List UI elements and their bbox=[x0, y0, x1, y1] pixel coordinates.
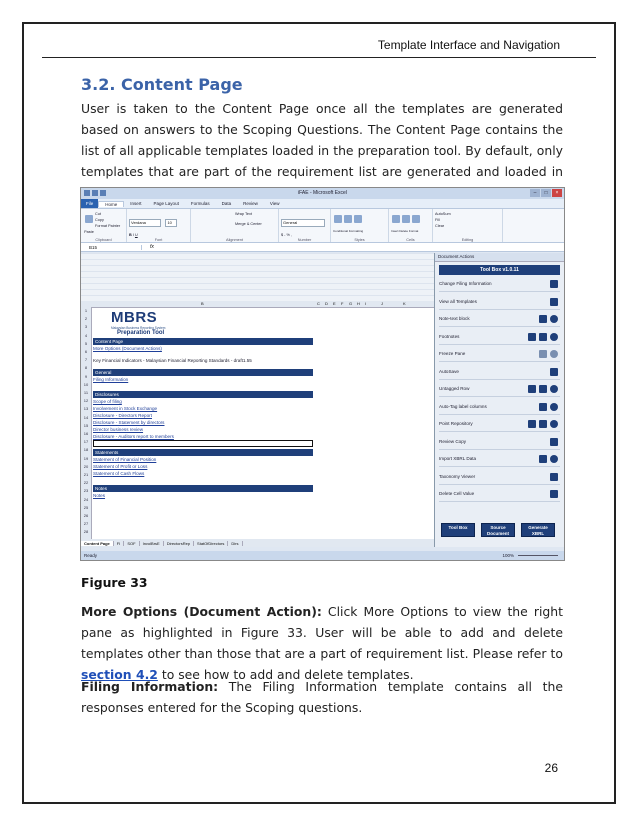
template-link[interactable]: Scope of filing bbox=[93, 399, 122, 404]
name-box[interactable]: B15 bbox=[81, 245, 142, 250]
status-bar bbox=[81, 551, 564, 560]
pane-action-label: AutoSave bbox=[439, 368, 459, 374]
pane-action-icon[interactable] bbox=[539, 420, 547, 428]
row-number[interactable]: 7 bbox=[84, 357, 88, 363]
row-number[interactable]: 8 bbox=[84, 365, 88, 371]
pane-action-icon[interactable] bbox=[550, 438, 558, 446]
row-number[interactable]: 14 bbox=[83, 414, 89, 420]
excel-screenshot bbox=[80, 187, 565, 561]
pane-action-row[interactable] bbox=[439, 347, 560, 362]
row-number[interactable]: 9 bbox=[84, 373, 88, 379]
sheet-tab[interactable]: DirectorsRep bbox=[164, 541, 194, 546]
document-actions-pane bbox=[435, 253, 564, 547]
template-link[interactable]: Disclosure - Statement by directors bbox=[93, 420, 165, 425]
pane-action-label: Auto-Tag label columns bbox=[439, 403, 487, 409]
format-as-table-icon[interactable] bbox=[344, 215, 352, 223]
spreadsheet bbox=[81, 253, 435, 547]
close-icon[interactable]: × bbox=[552, 189, 562, 197]
pane-action-icon[interactable] bbox=[550, 455, 558, 463]
clipboard-group: Paste Cut Copy Format Painter Clipboard bbox=[81, 209, 127, 242]
pane-action-label: Change Filing Information bbox=[439, 281, 492, 286]
pane-action-row[interactable] bbox=[439, 382, 560, 397]
font-group: Verdana 10 B I U Font bbox=[127, 209, 191, 242]
pane-action-label: Review Copy bbox=[439, 438, 467, 444]
header-rule bbox=[42, 57, 596, 58]
source-document-button[interactable]: Source Document bbox=[481, 523, 515, 537]
number-format-select[interactable]: General bbox=[281, 219, 325, 227]
paste-icon bbox=[85, 215, 93, 223]
row-number[interactable]: 15 bbox=[83, 422, 89, 428]
row-numbers bbox=[81, 307, 92, 539]
toolbox-button[interactable]: Tool Box bbox=[441, 523, 475, 537]
merge-center-button[interactable]: Merge & Center bbox=[235, 222, 262, 226]
quick-access-toolbar[interactable] bbox=[84, 190, 106, 196]
pane-action-label: Untagged Row bbox=[439, 386, 470, 391]
selected-cell[interactable] bbox=[93, 440, 313, 447]
more-options-paragraph: More Options (Document Action): Click More Options to view the right pane as highlighted in Figure 33. User will be able to add and delete templates other than those that are a part of requirement list. Please refer to section 4.2 to see how to add and delete templates. bbox=[81, 604, 563, 682]
template-link[interactable]: Disclosure - Directors Report bbox=[93, 413, 152, 418]
pane-action-icon[interactable] bbox=[550, 473, 558, 481]
conditional-formatting-icon[interactable] bbox=[334, 215, 342, 223]
pane-action-label: Point Repository bbox=[439, 421, 473, 426]
tab-file[interactable]: File bbox=[81, 199, 98, 208]
more-options-label: More Options (Document Action): bbox=[81, 604, 322, 619]
pane-action-label: Delete Cell Value bbox=[439, 491, 475, 496]
disclosures-header: Disclosures bbox=[93, 391, 313, 398]
tab-page-layout[interactable]: Page Layout bbox=[153, 201, 179, 206]
key-indicators-label: Key Financial Indicators - Malaysian Financial Reporting Standards - draft1.55 bbox=[93, 358, 252, 363]
sheet-tab[interactable]: InvolBrsE bbox=[140, 541, 164, 546]
row-number[interactable]: 20 bbox=[83, 463, 89, 469]
wrap-text-button[interactable]: Wrap Text bbox=[235, 212, 252, 216]
number-group: General $ - % , Number bbox=[279, 209, 331, 242]
pane-action-icon[interactable] bbox=[539, 333, 547, 341]
row-number[interactable]: 6 bbox=[84, 349, 88, 354]
fill-button[interactable]: Fill bbox=[435, 218, 440, 222]
pane-action-icon[interactable] bbox=[539, 385, 547, 393]
pane-action-icon[interactable] bbox=[539, 403, 547, 411]
more-options-link[interactable]: More Options (Document Actions) bbox=[93, 346, 162, 351]
pane-action-icon[interactable] bbox=[550, 385, 558, 393]
format-painter-button[interactable]: Format Painter bbox=[95, 224, 121, 228]
row-number[interactable]: 25 bbox=[83, 504, 89, 510]
row-number[interactable]: 16 bbox=[83, 431, 89, 436]
statements-header: Statements bbox=[93, 449, 313, 456]
styles-group: Conditional Formatting Styles bbox=[331, 209, 389, 242]
running-header: Template Interface and Navigation bbox=[377, 38, 560, 52]
pane-action-icon[interactable] bbox=[550, 333, 558, 341]
column-headers: B C D E F G H I J K bbox=[81, 301, 434, 308]
tab-review[interactable]: Review bbox=[243, 201, 258, 206]
pane-action-label: Taxonomy Viewer bbox=[439, 473, 476, 479]
tab-formulas[interactable]: Formulas bbox=[190, 201, 210, 206]
paste-button[interactable]: Paste bbox=[83, 211, 95, 235]
window-title: iFAE - Microsoft Excel bbox=[298, 190, 347, 196]
zoom-slider[interactable] bbox=[518, 555, 558, 556]
template-link[interactable]: Involvement in Stock Exchange bbox=[93, 406, 158, 411]
pane-action-row[interactable] bbox=[439, 487, 560, 502]
pane-action-row[interactable] bbox=[439, 452, 560, 467]
excel-titlebar bbox=[81, 188, 564, 199]
insert-cells-icon[interactable] bbox=[392, 215, 400, 223]
row-number[interactable]: 12 bbox=[83, 398, 89, 404]
ribbon bbox=[81, 209, 564, 243]
pane-action-icon[interactable] bbox=[550, 315, 558, 323]
row-number[interactable]: 1 bbox=[84, 308, 88, 313]
format-cells-icon[interactable] bbox=[412, 215, 420, 223]
pane-action-row[interactable] bbox=[439, 295, 560, 310]
row-number[interactable]: 2 bbox=[84, 316, 88, 322]
font-name-select[interactable]: Verdana bbox=[129, 219, 161, 227]
row-number[interactable]: 13 bbox=[83, 406, 89, 412]
toolbox-title: Tool Box v1.0.11 bbox=[439, 265, 560, 275]
maximize-icon[interactable]: □ bbox=[541, 189, 551, 197]
autosum-button[interactable]: AutoSum bbox=[435, 212, 451, 216]
tab-insert[interactable]: Insert bbox=[130, 201, 142, 206]
copy-button[interactable]: Copy bbox=[95, 218, 104, 222]
pane-action-row[interactable] bbox=[439, 400, 560, 415]
pane-action-label: Footnotes bbox=[439, 333, 460, 339]
clear-button[interactable]: Clear bbox=[435, 224, 445, 228]
figure-caption: Figure 33 bbox=[81, 575, 148, 590]
zoom-level: 100% bbox=[502, 553, 514, 558]
pane-action-label: Freeze Pane bbox=[439, 351, 466, 356]
pane-action-icon[interactable] bbox=[550, 368, 558, 376]
save-icon[interactable] bbox=[84, 190, 90, 196]
row-number[interactable]: 18 bbox=[83, 447, 89, 453]
pane-action-row[interactable] bbox=[439, 365, 560, 380]
content-page-banner: Content Page bbox=[93, 338, 313, 345]
tab-data[interactable]: Data bbox=[221, 201, 232, 206]
ribbon-tabs bbox=[81, 199, 564, 209]
section-heading: 3.2. Content Page bbox=[81, 75, 243, 94]
generate-xbrl-button[interactable]: Generate XBRL bbox=[521, 523, 555, 537]
pane-action-row[interactable] bbox=[439, 277, 560, 292]
pane-action-row[interactable] bbox=[439, 330, 560, 345]
fx-icon[interactable]: fx bbox=[150, 244, 154, 250]
row-number[interactable]: 10 bbox=[83, 381, 89, 387]
row-number[interactable]: 23 bbox=[83, 488, 89, 494]
font-size-select[interactable]: 10 bbox=[165, 219, 177, 227]
work-area bbox=[81, 253, 564, 547]
alignment-group: Wrap Text Merge & Center Alignment bbox=[191, 209, 279, 242]
intro-paragraph: User is taken to the Content Page once all the templates are generated based on answers to the Scoping Questions. The Content Page contains the list of all applicable templates loaded in the preparation tool. By default, only templates that are part of the requirement list are generated and loaded in bbox=[81, 101, 563, 179]
pane-action-label: Note-text block bbox=[439, 316, 470, 321]
row-number[interactable]: 22 bbox=[83, 480, 89, 486]
template-link[interactable]: Director business review bbox=[93, 427, 144, 432]
row-number[interactable]: 27 bbox=[83, 521, 89, 527]
pane-action-row[interactable] bbox=[439, 417, 560, 432]
pane-action-icon[interactable] bbox=[539, 455, 547, 463]
sheet-tab-content-page[interactable]: Content Page bbox=[81, 541, 114, 546]
row-number[interactable]: 24 bbox=[83, 496, 89, 502]
pane-action-row[interactable] bbox=[439, 470, 560, 485]
cells-group: Insert Delete Format Cells bbox=[389, 209, 433, 242]
sheet-tab[interactable]: FI bbox=[114, 541, 125, 546]
minimize-icon[interactable]: – bbox=[530, 189, 540, 197]
sheet-tab[interactable]: Dirs bbox=[228, 541, 242, 546]
pane-header: Document Actions bbox=[435, 253, 564, 262]
section-link[interactable]: section 4.2 bbox=[81, 667, 158, 682]
row-number[interactable]: 26 bbox=[83, 513, 89, 518]
template-link[interactable]: Statement of Financial Position bbox=[93, 457, 157, 462]
pane-action-label: Import XBRL Data bbox=[439, 456, 477, 461]
pane-action-icon[interactable] bbox=[550, 403, 558, 411]
pane-action-icon[interactable] bbox=[528, 333, 536, 341]
template-link[interactable]: Filing Information bbox=[93, 377, 129, 382]
status-ready: Ready bbox=[84, 553, 98, 558]
pane-action-icon[interactable] bbox=[550, 280, 558, 288]
mbrs-logo: MBRS Malaysian Business Reporting System Preparation Tool bbox=[111, 309, 166, 336]
row-number[interactable]: 11 bbox=[83, 390, 89, 395]
formula-bar bbox=[81, 243, 564, 252]
notes-header: Notes bbox=[93, 485, 313, 492]
row-number[interactable]: 21 bbox=[83, 472, 89, 477]
sheet-tab[interactable]: SOF bbox=[124, 541, 139, 546]
pane-action-label: View all Templates bbox=[439, 298, 477, 304]
redo-icon[interactable] bbox=[100, 190, 106, 196]
sheet-tab[interactable]: StatOfDirectors bbox=[194, 541, 228, 546]
template-link[interactable]: Disclosure - Auditors report to members bbox=[93, 434, 174, 439]
pane-action-icon[interactable] bbox=[539, 315, 547, 323]
pane-buttons bbox=[441, 523, 555, 537]
filing-info-paragraph: Filing Information: The Filing Information template contains all the responses entered for the Scoping questions. bbox=[81, 679, 564, 715]
row-number[interactable]: 17 bbox=[83, 439, 89, 445]
template-link[interactable]: Statement of Profit or Loss bbox=[93, 464, 148, 469]
filing-info-label: Filing Information: bbox=[81, 679, 219, 694]
tab-view[interactable]: View bbox=[269, 201, 280, 206]
font-format-buttons[interactable]: B I U bbox=[129, 233, 138, 237]
pane-action-row[interactable] bbox=[439, 435, 560, 450]
pane-action-row[interactable] bbox=[439, 312, 560, 327]
sheet-tabs bbox=[81, 539, 434, 547]
row-number[interactable]: 4 bbox=[84, 332, 88, 338]
row-number[interactable]: 5 bbox=[84, 340, 88, 346]
page-number: 26 bbox=[544, 761, 558, 775]
template-link[interactable]: Statement of Cash Flows bbox=[93, 471, 145, 476]
cell-styles-icon[interactable] bbox=[354, 215, 362, 223]
editing-group: AutoSum Fill Clear Editing bbox=[433, 209, 503, 242]
row-number[interactable]: 28 bbox=[83, 529, 89, 535]
pane-action-icon[interactable] bbox=[550, 490, 558, 498]
pane-action-icon[interactable] bbox=[528, 385, 536, 393]
delete-cells-icon[interactable] bbox=[402, 215, 410, 223]
undo-icon[interactable] bbox=[92, 190, 98, 196]
tab-home[interactable]: Home bbox=[98, 201, 124, 207]
pane-action-icon[interactable] bbox=[539, 350, 547, 358]
pane-action-icon[interactable] bbox=[550, 420, 558, 428]
cut-button[interactable]: Cut bbox=[95, 212, 101, 216]
pane-action-icon[interactable] bbox=[550, 298, 558, 306]
pane-action-icon[interactable] bbox=[528, 420, 536, 428]
pane-action-icon[interactable] bbox=[550, 350, 558, 358]
empty-grid-area bbox=[81, 253, 434, 301]
general-header: General bbox=[93, 369, 313, 376]
row-number[interactable]: 19 bbox=[83, 455, 89, 461]
template-link[interactable]: Notes bbox=[93, 493, 106, 498]
row-number[interactable]: 3 bbox=[84, 324, 88, 330]
